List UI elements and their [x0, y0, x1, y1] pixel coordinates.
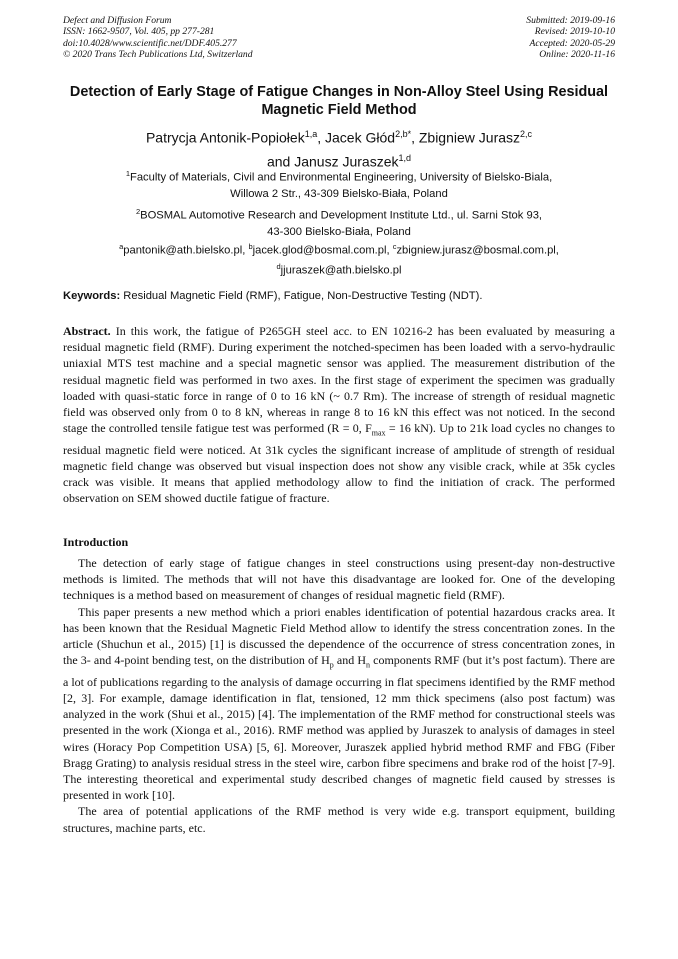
email-mark: b	[248, 242, 253, 251]
copyright-line: © 2020 Trans Tech Publications Ltd, Switzerland	[63, 49, 253, 61]
intro-text: components RMF (but it’s post factum). There are a lot of publications regarding to the analysis of damage occurring in flat specimens identified by the RMF method [2, 3]. For example, damage identification in flat, tensioned, 12 mm thick specimens (also post factum) was analyzed in the work (Shui et al., 2015) [4]. The implementation of the RMF method for constructional steels was presented in the work (Xionga et al., 2016). RMF method was applied by Juraszek to analysis of damages in steel wires (Horacy Pop Competition USA) [5, 6]. Moreover, Juraszek applied hybrid method RMF and FBG (Fiber Bragg Grating) to analysis residual stress in the steel wire, carbon fibre specimens and brake rod of the hoist [7-9]. The interesting theoretical and experimental study described changes of magnetic field caused by stresses is presented in work [10].	[63, 653, 615, 803]
affiliation-line: Faculty of Materials, Civil and Environmental Engineering, University of Bielsko-Biala,	[129, 171, 553, 184]
submitted-date: Submitted: 2019-09-16	[526, 15, 615, 26]
author-affiliation-mark: 1,a	[304, 129, 318, 139]
subscript: n	[366, 660, 371, 670]
affiliation-line: 43-300 Bielsko-Biała, Poland	[267, 225, 411, 238]
affiliation-2	[63, 204, 615, 240]
abstract-section	[63, 323, 615, 507]
abstract-label: Abstract.	[63, 324, 111, 338]
email-mark: d	[276, 261, 281, 271]
keywords-line	[63, 289, 615, 304]
revised-date: Revised: 2019-10-10	[534, 26, 615, 38]
author-name: Patrycja Antonik-Popiołek	[145, 129, 305, 146]
author-affiliation-mark: 2,b*	[395, 129, 412, 139]
email-mark: a	[119, 242, 124, 251]
abstract-text: In this work, the fatigue of P265GH steel acc. to EN 10216-2 has been evaluated by measuring a residual magnetic field (RMF). During experiment the notched-specimen has been loaded with a servo-hydraulic uniaxial MTS test machine and a special magnetic sensor was applied. The measurement distribution of the residual magnetic field was performed in two axes. In the first stage of experiment the specimen was gradually loaded with quasi-static force in range of 0 to 16 kN (~ 0.7 Rm). The increase of strength of residual magnetic field was observed only from 0 to 8 kN, whereas in range 8 to 16 kN this effect was not noticed. In the second stage the controlled tensile fatigue test was performed (R = 0, F	[63, 324, 615, 436]
email-separator: ,	[242, 244, 249, 257]
publication-dates	[526, 15, 615, 61]
email-separator: ,	[555, 244, 559, 257]
author-list	[63, 124, 615, 171]
affiliation-line: Willowa 2 Str., 43-309 Bielsko-Biała, Poland	[230, 187, 448, 200]
journal-issn: ISSN: 1662-9507, Vol. 405, pp 277-281	[63, 26, 215, 38]
journal-info	[63, 15, 253, 61]
subscript: max	[371, 428, 386, 438]
author-separator: and	[266, 153, 295, 170]
journal-name: Defect and Diffusion Forum	[63, 15, 172, 26]
section-heading-introduction: Introduction	[63, 535, 129, 549]
affiliation-number: 2	[135, 207, 141, 216]
author-affiliation-mark: 2,c	[520, 129, 533, 139]
affiliation-1	[63, 166, 615, 202]
keywords-text: Residual Magnetic Field (RMF), Fatigue, Non-Destructive Testing (NDT).	[120, 290, 483, 302]
intro-paragraph-1: The detection of early stage of fatigue changes in steel constructions using present-day non-destructive methods is limited. The methods that will not have this disadvantage are looked for. One of the developing techniques is a method based on measurement of changes of residual magnetic field (RMF).	[63, 556, 615, 603]
article-doi: doi:10.4028/www.scientific.net/DDF.405.277	[63, 37, 237, 49]
accepted-date: Accepted: 2020-05-29	[529, 37, 615, 49]
author-separator: ,	[411, 129, 419, 146]
abstract-text: = 16 kN). Up to 21k load cycles no changes to residual magnetic field were noticed. At 31k cycles the significant increase of amplitude of strength of residual magnetic field change was observed but visual inspection does not show any visible crack, while at 35k cycles crack was visible. It means that applied methodology allow to find the initiation of crack. The performed observation on SEM showed ductile fatigue of fracture.	[63, 421, 615, 506]
introduction-section	[63, 555, 615, 836]
intro-text: and H	[333, 653, 367, 668]
intro-paragraph-2	[63, 604, 615, 804]
email-address[interactable]: jjuraszek@ath.bielsko.pl	[280, 264, 402, 277]
intro-paragraph-3: The area of potential applications of the RMF method is very wide e.g. transport equipment, building structures, machine parts, etc.	[63, 804, 615, 835]
email-address[interactable]: jacek.glod@bosmal.com.pl	[252, 244, 387, 257]
email-mark: c	[392, 242, 397, 251]
affiliation-line: BOSMAL Automotive Research and Development Institute Ltd., ul. Sarni Stok 93,	[140, 209, 543, 222]
affiliation-number: 1	[125, 169, 130, 178]
author-name: Jacek Głód	[325, 129, 396, 146]
email-address[interactable]: zbigniew.jurasz@bosmal.com.pl	[396, 244, 556, 257]
author-affiliation-mark: 1,d	[398, 152, 412, 163]
intro-text: This paper presents a new method which a priori enables identification of potential hazardous cracks area. It has been known that the Residual Magnetic Field Method allow to identify the stress concentration zones. In the article (Shuchun et al., 2015) [1] is discussed the dependence of the occurrence of stress concentration zones, in the 3- and 4-point bending test, on the distribution of H	[63, 604, 615, 668]
online-date: Online: 2020-11-16	[539, 49, 615, 61]
subscript: p	[329, 660, 334, 670]
keywords-label: Keywords:	[63, 290, 121, 302]
author-name: Zbigniew Jurasz	[418, 129, 521, 146]
abstract-paragraph	[63, 323, 615, 507]
email-address[interactable]: pantonik@ath.bielsko.pl	[123, 244, 243, 257]
email-separator: ,	[386, 244, 393, 257]
author-name: Janusz Juraszek	[294, 153, 399, 170]
paper-title: Detection of Early Stage of Fatigue Changes in Non-Alloy Steel Using Residual Magnetic Field Method	[69, 84, 609, 118]
author-separator: ,	[317, 129, 326, 146]
author-emails	[63, 239, 615, 278]
page-header	[63, 15, 615, 61]
